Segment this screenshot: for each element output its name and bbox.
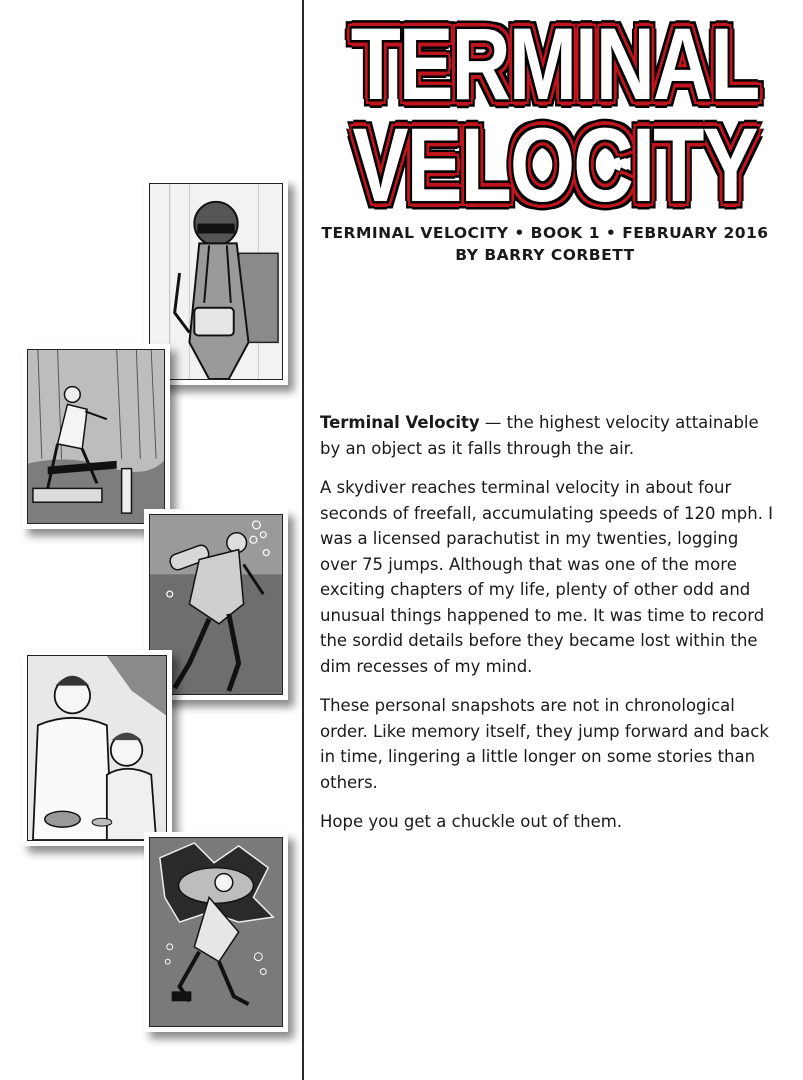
title-line-terminal: TERMINAL (350, 7, 759, 122)
vertical-divider (302, 0, 304, 1080)
title-line-velocity: VELOCITY (352, 105, 757, 224)
dock-drawing (27, 349, 165, 524)
skydiver-paragraph: A skydiver reaches terminal velocity in about four seconds of freefall, accumulating speeds of 120 mph. I was a licensed parachutist in my twenties, logging over 75 jumps. Although that was one of the more exciting chapters of my life, plenty of other odd and unusual things happened to me. It was time to record the sordid details before they became lost within the dim recesses of my mind. (320, 478, 774, 676)
book-meta (306, 222, 784, 266)
father-son-drawing (27, 655, 167, 841)
snapshots-paragraph: These personal snapshots are not in chronological order. Like memory itself, they jump forward and back in time, lingering a little longer on some stories than others. (320, 696, 769, 792)
meta-author-line: BY BARRY CORBETT (455, 246, 635, 264)
illustration-ice-fall (144, 832, 288, 1032)
closing-paragraph: Hope you get a chuckle out of them. (320, 812, 623, 831)
definition-text: — the highest velocity attainable by an object as it falls through the air. (320, 413, 759, 458)
illustration-dock (22, 344, 170, 529)
intro-text (320, 410, 780, 849)
illustration-father-son (22, 650, 172, 846)
definition-paragraph (320, 410, 780, 461)
ice-fall-drawing (149, 837, 283, 1027)
definition-term: Terminal Velocity (320, 413, 480, 432)
meta-series-line: TERMINAL VELOCITY • BOOK 1 • FEBRUARY 2016 (321, 224, 769, 242)
book-title (306, 7, 803, 224)
